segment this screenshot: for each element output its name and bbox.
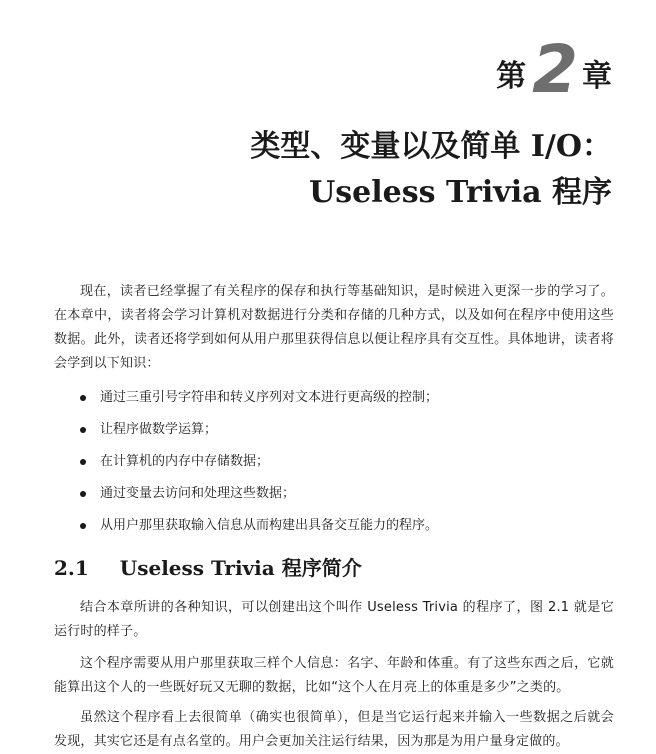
chapter-title bbox=[250, 124, 612, 216]
list-item: 通过三重引号字符串和转义序列对文本进行更高级的控制； bbox=[78, 382, 608, 414]
chapter-number-mark bbox=[496, 31, 612, 108]
list-item: 通过变量去访问和处理这些数据； bbox=[78, 478, 608, 510]
section-heading bbox=[54, 552, 362, 581]
intro-paragraph: 现在，读者已经掌握了有关程序的保存和执行等基础知识，是时候进入更深一步的学习了。在本章中，读者将会学习计算机对数据进行分类和存储的几种方式，以及如何在程序中使用这些数据。此外，读者还将学到如何从用户那里获得信息以便让程序具有交互性。具体地讲，读者将会学到以下知识： bbox=[54, 284, 614, 371]
section-paragraph-3: 虽然这个程序看上去很简单（确实也很简单），但是当它运行起来并输入一些数据之后就会发现，其实它还是有点名堂的。用户会更加关注运行结果，因为那是为用户量身定做的。 bbox=[54, 710, 614, 749]
section-paragraph-2: 这个程序需要从用户那里获取三样个人信息：名字、年龄和体重。有了这些东西之后，它就能算出这个人的一些既好玩又无聊的数据，比如“这个人在月亮上的体重是多少”之类的。 bbox=[54, 656, 614, 695]
section-title: Useless Trivia 程序简介 bbox=[119, 556, 362, 580]
list-item: 从用户那里获取输入信息从而构建出具备交互能力的程序。 bbox=[78, 510, 608, 542]
chapter-title-line-2: Useless Trivia 程序 bbox=[309, 175, 612, 210]
section-paragraph-1: 结合本章所讲的各种知识，可以创建出这个叫作 Useless Trivia 的程序了，图 2.1 就是它运行时的样子。 bbox=[54, 600, 614, 639]
list-item: 让程序做数学运算； bbox=[78, 414, 608, 446]
list-item: 在计算机的内存中存储数据； bbox=[78, 446, 608, 478]
chapter-suffix: 章 bbox=[582, 59, 612, 94]
section-number: 2.1 bbox=[54, 556, 89, 580]
chapter-title-line-1: 类型、变量以及简单 I/O： bbox=[250, 129, 612, 164]
objectives-list bbox=[78, 382, 608, 542]
chapter-prefix: 第 bbox=[496, 59, 527, 94]
chapter-number: 2 bbox=[532, 31, 576, 108]
